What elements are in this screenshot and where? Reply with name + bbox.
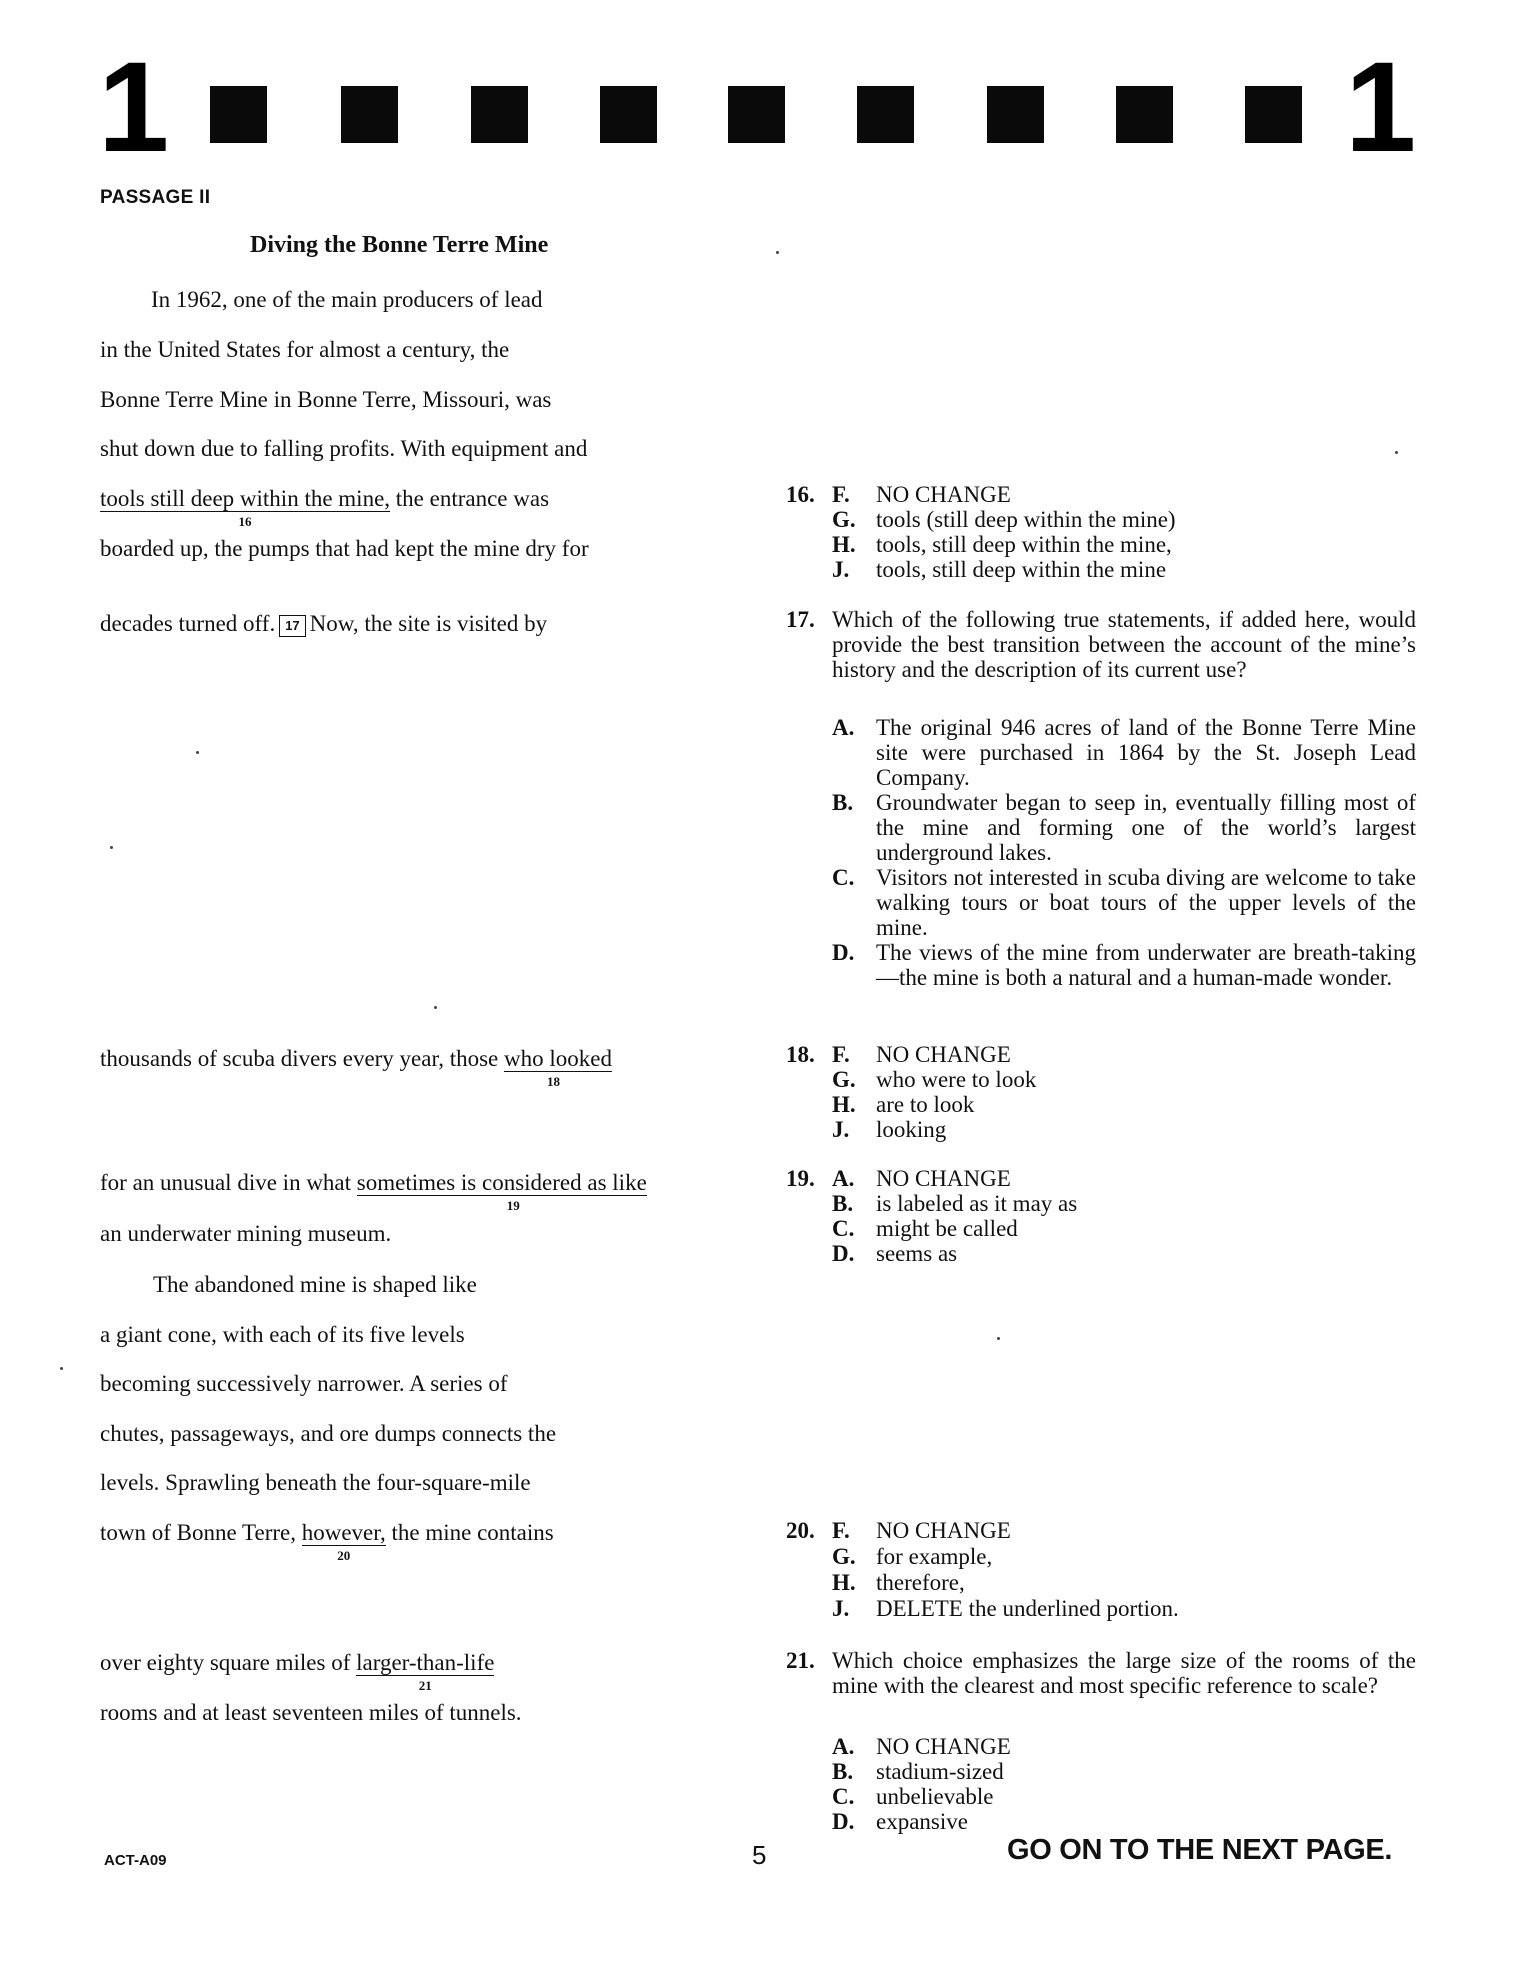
option-text: NO CHANGE: [876, 482, 1011, 507]
passage-line: in the United States for almost a century, the: [100, 337, 510, 362]
underlined-portion-19: [356, 1170, 647, 1213]
question-number: 18.: [786, 1042, 815, 1067]
section-number-right: 1: [1345, 36, 1417, 179]
question-ref-number: 19: [506, 1198, 520, 1213]
question-ref-number: 18: [547, 1074, 560, 1089]
question-number: 20.: [786, 1518, 815, 1543]
passage-text-span: the entrance was: [390, 486, 550, 511]
passage-text-span: over eighty square miles of: [100, 1650, 357, 1675]
option-letter: A.: [832, 715, 855, 740]
option-letter: D.: [832, 1809, 855, 1834]
passage-label: PASSAGE II: [100, 187, 211, 208]
option-letter: A.: [832, 1734, 855, 1759]
option-letter: D.: [832, 1241, 855, 1266]
option-text: seems as: [876, 1241, 958, 1266]
passage-line: [100, 1045, 612, 1089]
underlined-text: however,: [301, 1520, 386, 1545]
scan-speck: [434, 1006, 437, 1009]
passage-text-span: thousands of scuba divers every year, those: [100, 1046, 505, 1071]
header-square: [1245, 86, 1302, 143]
question-21: [786, 1648, 1416, 1838]
scan-speck: [196, 751, 199, 754]
option-text: might be called: [876, 1216, 1018, 1241]
question-17: [786, 607, 1416, 1017]
option-text: The views of the mine from underwater are breath-taking—the mine is both a natural and a human-made wonder.: [876, 940, 1416, 990]
option-text: are to look: [876, 1092, 975, 1117]
question-number: 19.: [786, 1166, 815, 1191]
underlined-text: larger-than-life: [356, 1650, 495, 1675]
option-text: NO CHANGE: [876, 1734, 1011, 1759]
option-letter: D.: [832, 940, 855, 965]
option-text: tools (still deep within the mine): [876, 507, 1176, 532]
option-letter: J.: [832, 1117, 850, 1142]
option-text: who were to look: [876, 1067, 1037, 1092]
option-text: NO CHANGE: [876, 1166, 1011, 1191]
header-square: [987, 86, 1044, 143]
passage-line: chutes, passageways, and ore dumps connects the: [100, 1421, 557, 1446]
question-18: [786, 1042, 1416, 1152]
passage-text-span: decades turned off.: [100, 611, 276, 636]
option-text: unbelievable: [876, 1784, 994, 1809]
option-letter: H.: [832, 1092, 856, 1117]
passage-line: In 1962, one of the main producers of lead: [151, 287, 543, 312]
section-number-left: 1: [98, 36, 170, 179]
question-16: [786, 482, 1416, 592]
header-square: [471, 86, 528, 143]
option-letter: F.: [832, 1042, 850, 1067]
option-letter: C.: [832, 1216, 855, 1241]
option-letter: F.: [832, 1518, 850, 1543]
question-ref-number: 20: [337, 1548, 351, 1563]
header-square: [857, 86, 914, 143]
option-text: NO CHANGE: [876, 1518, 1011, 1543]
test-code: ACT-A09: [104, 1852, 167, 1869]
passage-line: boarded up, the pumps that had kept the mine dry for: [100, 536, 589, 561]
question-19: [786, 1166, 1416, 1276]
option-text: tools, still deep within the mine: [876, 557, 1167, 582]
passage-line: rooms and at least seventeen miles of tunnels.: [100, 1700, 522, 1725]
option-text: tools, still deep within the mine,: [876, 532, 1172, 557]
passage-line: an underwater mining museum.: [100, 1221, 392, 1246]
header-square: [600, 86, 657, 143]
option-text: stadium-sized: [876, 1759, 1004, 1784]
passage-line: [100, 485, 550, 529]
option-text: Groundwater began to seep in, eventually filling most of the mine and forming one of the world’s largest underground lakes.: [876, 790, 1416, 865]
question-box-17: 17: [279, 615, 305, 637]
option-letter: B.: [832, 1191, 854, 1216]
question-ref-number: 21: [418, 1678, 432, 1693]
option-text: is labeled as it may as: [876, 1191, 1078, 1216]
passage-line: [100, 1649, 495, 1693]
underlined-text: tools still deep within the mine,: [100, 486, 391, 511]
question-stem: Which choice emphasizes the large size of the rooms of the mine with the clearest and most specific reference to scale?: [832, 1648, 1416, 1698]
option-letter: F.: [832, 482, 850, 507]
option-text: looking: [876, 1117, 947, 1142]
question-number: 17.: [786, 607, 815, 632]
question-number: 21.: [786, 1648, 815, 1673]
option-letter: G.: [832, 1067, 856, 1092]
option-letter: B.: [832, 790, 854, 815]
scan-speck: [997, 1337, 1000, 1340]
option-letter: H.: [832, 1570, 856, 1595]
option-text: expansive: [876, 1809, 968, 1834]
option-text: DELETE the underlined portion.: [876, 1596, 1179, 1621]
next-page-notice: GO ON TO THE NEXT PAGE.: [1007, 1834, 1393, 1866]
page-number: 5: [752, 1840, 767, 1870]
passage-line: shut down due to falling profits. With equipment and: [100, 436, 588, 461]
underlined-portion-21: [356, 1650, 495, 1693]
section-header: [0, 0, 1530, 179]
question-ref-number: 16: [238, 514, 252, 529]
question-stem: Which of the following true statements, if added here, would provide the best transition between the account of the mine’s history and the description of its current use?: [832, 607, 1416, 682]
option-letter: J.: [832, 1596, 850, 1621]
underlined-portion-18: [504, 1046, 612, 1089]
option-text: Visitors not interested in scuba diving are welcome to take walking tours or boat tours of the upper levels of the mine.: [876, 865, 1416, 940]
passage-text-span: Now, the site is visited by: [309, 611, 548, 636]
header-square: [1116, 86, 1173, 143]
underlined-portion-20: [301, 1520, 386, 1563]
question-20: [786, 1518, 1416, 1628]
option-letter: G.: [832, 1544, 856, 1569]
option-text: The original 946 acres of land of the Bonne Terre Mine site were purchased in 1864 by the St. Joseph Lead Company.: [876, 715, 1416, 790]
passage-text-span: for an unusual dive in what: [100, 1170, 357, 1195]
underlined-portion-16: [100, 486, 391, 529]
underlined-text: sometimes is considered as like: [356, 1170, 647, 1195]
scan-speck: [776, 251, 779, 254]
option-letter: C.: [832, 865, 855, 890]
passage-line: The abandoned mine is shaped like: [153, 1272, 477, 1297]
header-square: [210, 86, 267, 143]
passage-line: becoming successively narrower. A series of: [100, 1371, 508, 1396]
passage-line: [100, 610, 547, 638]
option-letter: G.: [832, 507, 856, 532]
scan-speck: [110, 846, 113, 849]
passage-line: [100, 1519, 554, 1563]
passage-title: Diving the Bonne Terre Mine: [250, 232, 549, 258]
option-text: therefore,: [876, 1570, 965, 1595]
option-letter: H.: [832, 532, 856, 557]
option-letter: C.: [832, 1784, 855, 1809]
passage-line: Bonne Terre Mine in Bonne Terre, Missouri, was: [100, 387, 552, 412]
passage-line: [100, 1169, 647, 1213]
header-square: [341, 86, 398, 143]
scan-speck: [1395, 451, 1398, 454]
underlined-text: who looked: [504, 1046, 612, 1071]
question-number: 16.: [786, 482, 815, 507]
header-square: [728, 86, 785, 143]
option-letter: A.: [832, 1166, 855, 1191]
option-letter: J.: [832, 557, 850, 582]
passage-text-span: town of Bonne Terre,: [100, 1520, 302, 1545]
option-text: NO CHANGE: [876, 1042, 1011, 1067]
scan-speck: [60, 1367, 63, 1370]
option-letter: B.: [832, 1759, 854, 1784]
passage-line: a giant cone, with each of its five levels: [100, 1322, 465, 1347]
passage-text-span: the mine contains: [385, 1520, 554, 1545]
passage-line: levels. Sprawling beneath the four-square-mile: [100, 1470, 531, 1495]
option-text: for example,: [876, 1544, 993, 1569]
